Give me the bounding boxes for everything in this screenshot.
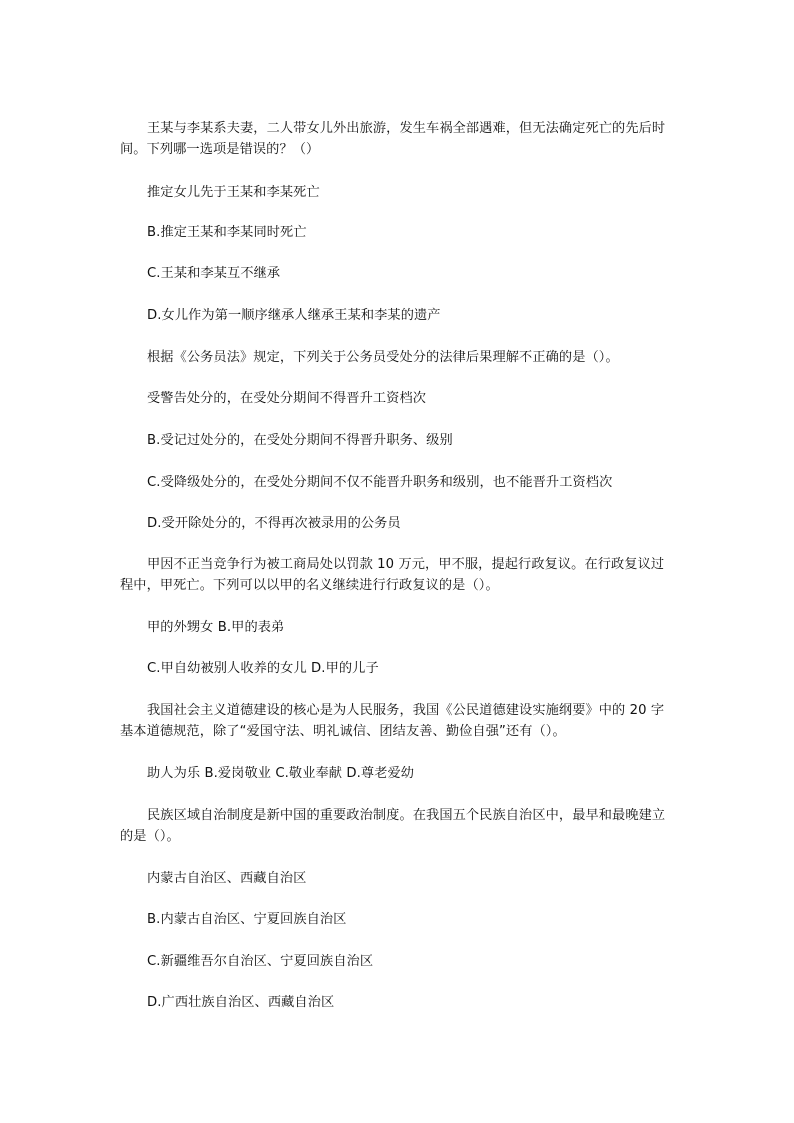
question-2-option-c: C.受降级处分的，在受处分期间不仅不能晋升职务和级别，也不能晋升工资档次 [147,475,613,490]
question-2-option-d: D.受开除处分的，不得再次被录用的公务员 [147,516,401,531]
question-3-options-ab: 甲的外甥女 B.甲的表弟 [147,620,285,635]
question-3-stem: 甲因不正当竞争行为被工商局处以罚款 10 万元，甲不服，提起行政复议。在行政复议过程中，甲死亡。下列可以以甲的名义继续进行行政复议的是（）。 [120,557,665,593]
question-1-option-a: 推定女儿先于王某和李某死亡 [147,185,320,200]
question-5-option-b: B.内蒙古自治区、宁夏回族自治区 [147,912,347,927]
question-2-option-b: B.受记过处分的，在受处分期间不得晋升职务、级别 [147,433,453,448]
question-1-option-c: C.王某和李某互不继承 [147,266,281,281]
question-4-stem: 我国社会主义道德建设的核心是为人民服务，我国《公民道德建设实施纲要》中的 20 字基本道德规范，除了“爱国守法、明礼诚信、团结友善、勤俭自强”还有（）。 [120,703,665,739]
question-5-stem: 民族区域自治制度是新中国的重要政治制度。在我国五个民族自治区中，最早和最晚建立的是（）。 [120,808,666,844]
question-1-option-b: B.推定王某和李某同时死亡 [147,225,307,240]
question-2-option-a: 受警告处分的，在受处分期间不得晋升工资档次 [147,391,427,406]
question-5-option-c: C.新疆维吾尔自治区、宁夏回族自治区 [147,954,374,969]
question-1-stem: 王某与李某系夫妻，二人带女儿外出旅游，发生车祸全部遇难，但无法确定死亡的先后时间。下列哪一选项是错误的？（） [120,121,666,157]
question-5-option-d: D.广西壮族自治区、西藏自治区 [147,995,335,1010]
question-4-options: 助人为乐 B.爱岗敬业 C.敬业奉献 D.尊老爱幼 [147,766,415,781]
question-5-option-a: 内蒙古自治区、西藏自治区 [147,871,307,886]
question-3-options-cd: C.甲自幼被别人收养的女儿 D.甲的儿子 [147,661,379,676]
question-1-option-d: D.女儿作为第一顺序继承人继承王某和李某的遗产 [147,308,441,323]
question-2-stem: 根据《公务员法》规定，下列关于公务员受处分的法律后果理解不正确的是（）。 [147,350,619,365]
